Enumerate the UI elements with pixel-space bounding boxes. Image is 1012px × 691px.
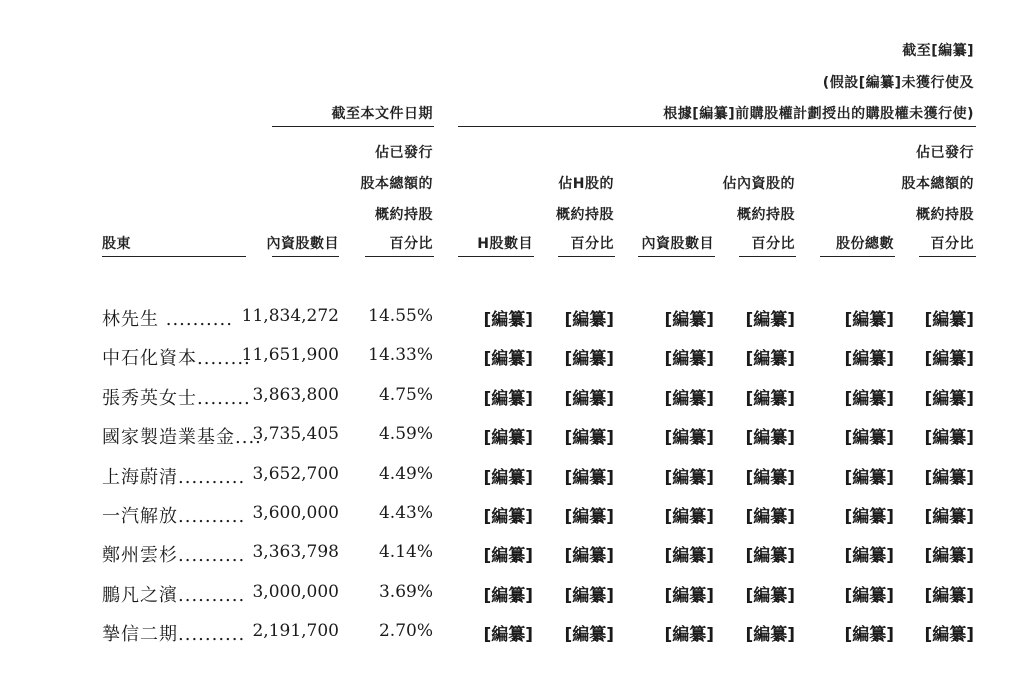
group-left-title: 截至本文件日期 xyxy=(331,106,433,122)
left-pct-header-line3: 概約持股 xyxy=(375,207,433,223)
domestic-shares-header: 內資股數目 xyxy=(266,236,339,252)
dom-shares-cell: [編纂] xyxy=(664,468,714,488)
total-pct-cell: [編纂] xyxy=(924,310,974,330)
total-pct-header-line3: 概約持股 xyxy=(916,207,974,223)
h-pct-header-line2: 概約持股 xyxy=(556,207,614,223)
total-shares-cell: [編纂] xyxy=(844,546,894,566)
h-shares-cell: [編纂] xyxy=(483,546,533,566)
h-pct-header-line1: 佔H股的 xyxy=(558,176,614,192)
dom-pct-header-line3: 百分比 xyxy=(751,236,795,252)
total-pct-cell: [編纂] xyxy=(924,428,974,448)
total-shares-cell: [編纂] xyxy=(844,349,894,369)
left-pct-header-line2: 股本總額的 xyxy=(360,176,433,192)
h-pct-cell: [編纂] xyxy=(564,507,614,527)
h-shares-cell: [編纂] xyxy=(483,507,533,527)
h-pct-cell: [編纂] xyxy=(564,310,614,330)
total-pct-cell: [編纂] xyxy=(924,625,974,645)
col-rule-h-count xyxy=(458,256,534,257)
shareholder-name: 張秀英女士........ xyxy=(102,388,251,409)
total-shares-header: 股份總數 xyxy=(836,236,894,252)
h-shares-cell: [編纂] xyxy=(483,586,533,606)
shareholder-name: 摯信二期.......... xyxy=(102,624,246,645)
dom-shares-header: 內資股數目 xyxy=(641,236,714,252)
shareholder-name: 鄭州雲杉.......... xyxy=(102,545,246,566)
shareholder-name: 中石化資本........ xyxy=(102,348,251,369)
left-pct-cell: 3.69% xyxy=(378,582,433,602)
dom-shares-cell: [編纂] xyxy=(664,625,714,645)
left-pct-cell: 4.49% xyxy=(378,464,433,484)
dom-pct-cell: [編纂] xyxy=(745,507,795,527)
h-shares-cell: [編纂] xyxy=(483,468,533,488)
shareholder-name: 鵬凡之濱.......... xyxy=(102,585,246,606)
dom-pct-header-line1: 佔內資股的 xyxy=(722,176,795,192)
group-right-title-line3: 根據[編纂]前購股權計劃授出的購股權未獲行使) xyxy=(663,106,974,122)
group-right-rule xyxy=(458,126,976,127)
domestic-shares-cell: 3,652,700 xyxy=(252,464,339,484)
shareholder-header: 股東 xyxy=(102,236,131,252)
left-pct-cell: 4.59% xyxy=(378,424,433,444)
dom-pct-cell: [編纂] xyxy=(745,349,795,369)
total-shares-cell: [編纂] xyxy=(844,468,894,488)
left-pct-cell: 4.43% xyxy=(378,503,433,523)
domestic-shares-cell: 3,000,000 xyxy=(252,582,339,602)
domestic-shares-cell: 3,363,798 xyxy=(252,542,339,562)
h-pct-cell: [編纂] xyxy=(564,625,614,645)
total-pct-cell: [編纂] xyxy=(924,389,974,409)
left-pct-cell: 4.14% xyxy=(378,542,433,562)
dom-shares-cell: [編纂] xyxy=(664,546,714,566)
dom-pct-cell: [編纂] xyxy=(745,625,795,645)
dom-pct-cell: [編纂] xyxy=(745,586,795,606)
col-rule-left-pct xyxy=(365,256,434,257)
col-rule-total-pct xyxy=(919,256,976,257)
left-pct-header-line1: 佔已發行 xyxy=(375,145,433,161)
group-right-title-line2: (假設[編纂]未獲行使及 xyxy=(822,75,974,91)
h-pct-cell: [編纂] xyxy=(564,468,614,488)
domestic-shares-cell: 2,191,700 xyxy=(252,621,339,641)
shareholder-name: 國家製造業基金.... xyxy=(102,427,262,448)
domestic-shares-cell: 11,834,272 xyxy=(241,306,339,326)
total-pct-cell: [編纂] xyxy=(924,468,974,488)
left-pct-cell: 14.55% xyxy=(368,306,433,326)
total-pct-header-line1: 佔已發行 xyxy=(916,145,974,161)
total-shares-cell: [編纂] xyxy=(844,507,894,527)
total-pct-cell: [編纂] xyxy=(924,507,974,527)
dom-pct-cell: [編纂] xyxy=(745,468,795,488)
col-rule-dom-count xyxy=(638,256,715,257)
dom-shares-cell: [編纂] xyxy=(664,586,714,606)
dom-shares-cell: [編纂] xyxy=(664,310,714,330)
h-pct-cell: [編纂] xyxy=(564,428,614,448)
dom-pct-cell: [編纂] xyxy=(745,546,795,566)
h-shares-cell: [編纂] xyxy=(483,389,533,409)
domestic-shares-cell: 3,600,000 xyxy=(252,503,339,523)
col-rule-h-pct xyxy=(558,256,615,257)
dom-pct-header-line2: 概約持股 xyxy=(737,207,795,223)
col-rule-dom-pct xyxy=(739,256,796,257)
total-pct-cell: [編纂] xyxy=(924,586,974,606)
total-pct-cell: [編纂] xyxy=(924,546,974,566)
group-right-title-line1: 截至[編纂] xyxy=(902,43,974,59)
total-pct-header-line2: 股本總額的 xyxy=(901,176,974,192)
left-pct-header-line4: 百分比 xyxy=(389,236,433,252)
h-shares-cell: [編纂] xyxy=(483,428,533,448)
h-shares-header: H股數目 xyxy=(477,236,533,252)
total-shares-cell: [編纂] xyxy=(844,389,894,409)
domestic-shares-cell: 11,651,900 xyxy=(241,345,339,365)
total-pct-cell: [編纂] xyxy=(924,349,974,369)
group-left-rule xyxy=(272,126,434,127)
domestic-shares-cell: 3,735,405 xyxy=(252,424,339,444)
shareholder-name: 上海蔚清.......... xyxy=(102,467,246,488)
h-shares-cell: [編纂] xyxy=(483,310,533,330)
dom-shares-cell: [編纂] xyxy=(664,349,714,369)
shareholder-name: 林先生 .......... xyxy=(102,309,233,330)
left-pct-cell: 14.33% xyxy=(368,345,433,365)
h-pct-cell: [編纂] xyxy=(564,546,614,566)
dom-pct-cell: [編纂] xyxy=(745,310,795,330)
total-pct-header-line4: 百分比 xyxy=(930,236,974,252)
h-shares-cell: [編纂] xyxy=(483,625,533,645)
dom-shares-cell: [編纂] xyxy=(664,389,714,409)
total-shares-cell: [編纂] xyxy=(844,428,894,448)
left-pct-cell: 2.70% xyxy=(378,621,433,641)
dom-shares-cell: [編纂] xyxy=(664,507,714,527)
h-pct-header-line3: 百分比 xyxy=(570,236,614,252)
total-shares-cell: [編纂] xyxy=(844,310,894,330)
domestic-shares-cell: 3,863,800 xyxy=(252,385,339,405)
left-pct-cell: 4.75% xyxy=(378,385,433,405)
shareholder-name: 一汽解放.......... xyxy=(102,506,246,527)
h-shares-cell: [編纂] xyxy=(483,349,533,369)
total-shares-cell: [編纂] xyxy=(844,586,894,606)
col-rule-total xyxy=(820,256,895,257)
h-pct-cell: [編纂] xyxy=(564,389,614,409)
col-rule-shareholder xyxy=(102,256,246,257)
dom-shares-cell: [編纂] xyxy=(664,428,714,448)
dom-pct-cell: [編纂] xyxy=(745,428,795,448)
dom-pct-cell: [編纂] xyxy=(745,389,795,409)
total-shares-cell: [編纂] xyxy=(844,625,894,645)
h-pct-cell: [編纂] xyxy=(564,349,614,369)
col-rule-domestic xyxy=(272,256,339,257)
h-pct-cell: [編纂] xyxy=(564,586,614,606)
